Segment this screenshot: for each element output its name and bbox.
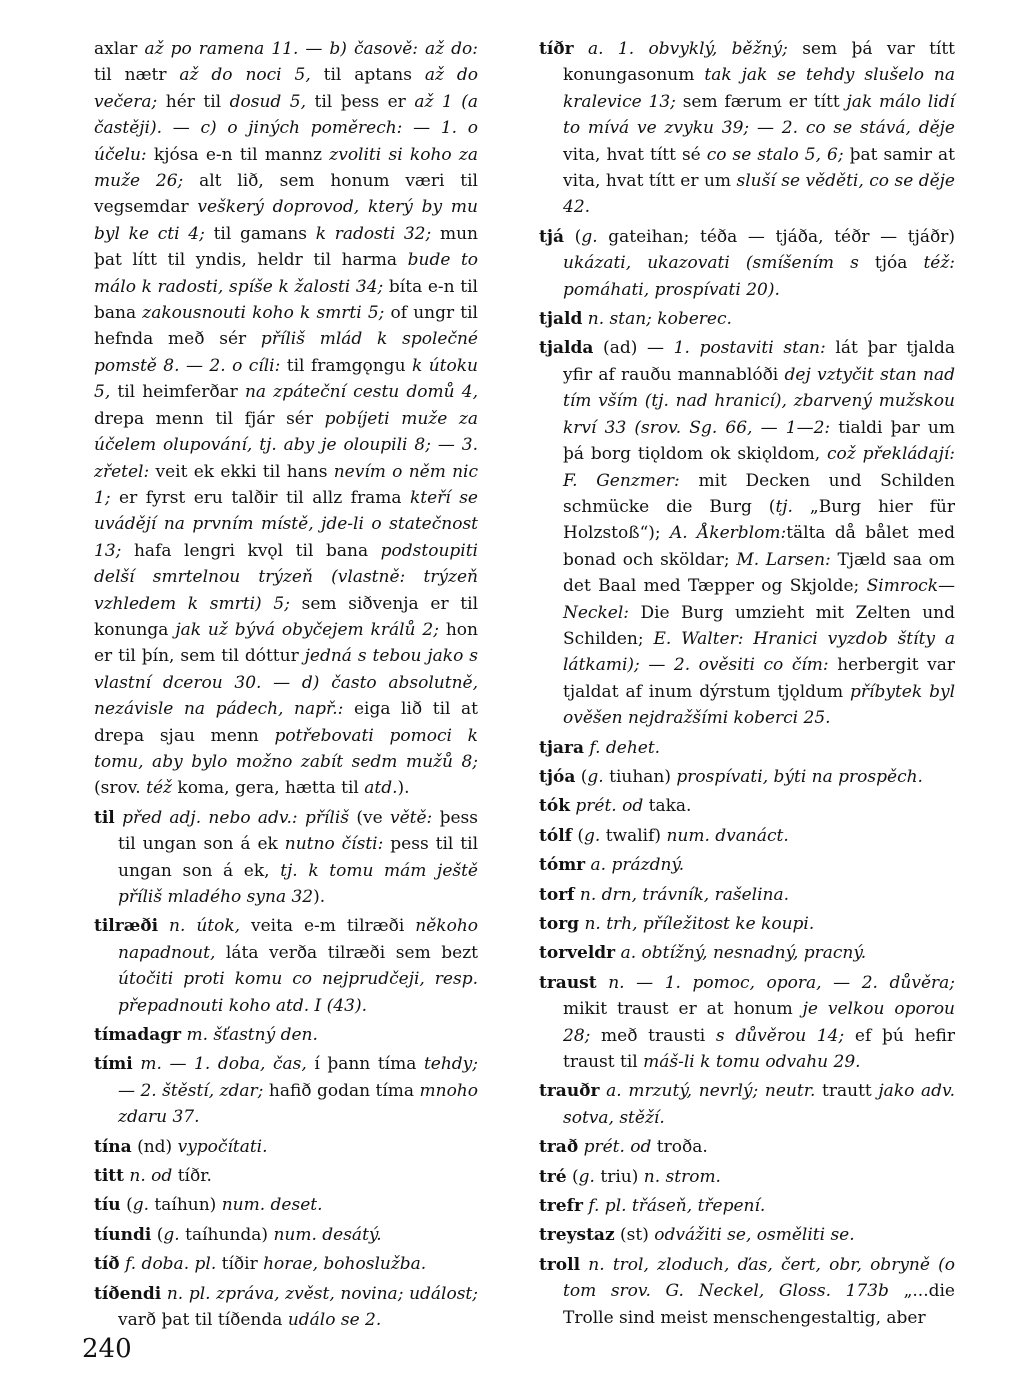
translation-text: bude to málo k radosti, spíše k žalosti 34; bbox=[94, 250, 479, 297]
dictionary-entry bbox=[539, 36, 955, 221]
translation-text: — 1. postaviti stan: bbox=[647, 338, 826, 359]
translation-text: num. dvanáct. bbox=[666, 825, 789, 846]
dictionary-entry bbox=[94, 1134, 478, 1160]
dictionary-entry bbox=[539, 735, 955, 761]
headword: tjald bbox=[539, 309, 583, 330]
headword: trað bbox=[539, 1137, 579, 1158]
entry-text: lát þar tjalda yfir af rauðu mannablóði bbox=[563, 338, 955, 385]
translation-text: k radosti 32; bbox=[315, 223, 432, 244]
entry-text: hon er til þín, sem til dóttur bbox=[94, 619, 478, 667]
translation-text: g. bbox=[578, 1166, 595, 1187]
entry-text: axlar bbox=[94, 39, 145, 59]
translation-text: kteří se uvádějí na prvním místě, jde-li o statečnost 13; bbox=[94, 487, 478, 561]
entry-text: ( bbox=[566, 1166, 579, 1187]
translation-text: n. trh, příležitost ke koupi. bbox=[584, 914, 815, 934]
entry-text: til framgǫngu bbox=[280, 355, 412, 376]
translation-text: vypočítati. bbox=[177, 1136, 268, 1157]
entry-text bbox=[574, 39, 588, 59]
translation-text: jedná s tebou jako s vlastní dcerou 30. — d) často absolutně, nezávisle na pádech, např.: bbox=[94, 646, 478, 720]
translation-text: m. šťastný den. bbox=[186, 1025, 318, 1046]
entry-text: varð þat til tíðenda bbox=[118, 1310, 288, 1331]
entry-text: með trausti bbox=[590, 1025, 716, 1046]
translation-text: až po ramena 11. — b) časově: až do: bbox=[144, 39, 478, 59]
entry-text: þat samir at vita, hvat títt er um bbox=[563, 144, 955, 192]
translation-text: až do noci 5, bbox=[179, 65, 311, 86]
dictionary-entry bbox=[94, 1222, 478, 1248]
entry-text: veit ek ekki til hans bbox=[149, 461, 334, 482]
entry-text: tialdi þar um þá borg tiǫldom ok skiǫldom, bbox=[563, 417, 955, 465]
headword: trauðr bbox=[539, 1081, 600, 1102]
translation-text: n. trol, zloduch, ďas, čert, obr, obryně (o tom srov. G. Neckel, Gloss. 173b bbox=[563, 1254, 955, 1302]
entry-text: triu) bbox=[594, 1166, 644, 1187]
dictionary-entry bbox=[539, 1252, 955, 1331]
translation-text: f. doba. pl. bbox=[125, 1254, 217, 1275]
headword: tími bbox=[94, 1054, 133, 1075]
entry-text: ( bbox=[571, 825, 585, 846]
translation-text: g. bbox=[584, 825, 601, 846]
entry-text: koma, gera, hætta til bbox=[171, 778, 365, 799]
headword: torveldr bbox=[539, 943, 616, 964]
entry-text: hér til bbox=[157, 91, 230, 112]
entry-text: hafið godan tíma bbox=[263, 1080, 420, 1101]
entry-text: til gamans bbox=[204, 223, 316, 244]
translation-text: nutno čísti: bbox=[284, 834, 384, 855]
translation-text: g. bbox=[132, 1195, 150, 1216]
page-number: 240 bbox=[82, 1334, 132, 1364]
translation-text: což překládají: F. Genzmer: bbox=[563, 444, 955, 491]
translation-text: větě: bbox=[389, 807, 433, 828]
entry-text: tíðr. bbox=[172, 1166, 212, 1187]
entry-text: ( bbox=[151, 1224, 164, 1245]
headword: tilræði bbox=[94, 916, 159, 937]
headword: tímadagr bbox=[94, 1025, 182, 1046]
headword: torg bbox=[539, 914, 580, 934]
translation-text: sluší se věděti, co se děje 42. bbox=[563, 171, 955, 218]
headword: tíundi bbox=[94, 1224, 152, 1245]
translation-text: a. obtížný, nesnadný, pracný. bbox=[620, 943, 867, 964]
translation-text: též bbox=[146, 778, 172, 799]
translation-text: prét. od bbox=[583, 1137, 652, 1158]
translation-text: podstoupiti delší smrtelnou trýzeň (vlastně: trýzeň vzhledem k smrti) 5; bbox=[94, 540, 478, 614]
dictionary-entry bbox=[539, 823, 955, 849]
entry-text: of ungr til hefnda með sér bbox=[94, 303, 478, 350]
entry-text: „...die Trolle sind meist menschengestaltig, aber bbox=[563, 1281, 955, 1328]
translation-text: co se stalo 5, 6; bbox=[706, 144, 844, 165]
translation-text: veškerý doprovod, který by mu byl ke cti 4; bbox=[94, 197, 479, 244]
translation-text: m. — 1. doba, čas, bbox=[140, 1054, 307, 1075]
entry-text: (st) bbox=[614, 1225, 655, 1246]
left-column bbox=[94, 36, 478, 1337]
right-column bbox=[539, 36, 955, 1334]
translation-text: tehdy; — 2. štěstí, zdar; bbox=[118, 1054, 479, 1101]
entry-text: kjósa e-n til mannz bbox=[146, 144, 330, 165]
entry-text: til heimferðar bbox=[110, 382, 245, 403]
translation-text: odvážiti se, osměliti se. bbox=[654, 1225, 855, 1246]
translation-text: Simrock—Neckel: bbox=[563, 576, 955, 623]
headword: tjóa bbox=[539, 766, 576, 787]
translation-text: jak už bývá obyčejem králů 2; bbox=[175, 619, 439, 640]
headword: tjara bbox=[539, 737, 584, 758]
translation-text: dej vztyčit stan nad tím vším (tj. nad hranicí), zbarvený mužskou krví 33 (srov. Sg. 66, — 1—2: bbox=[563, 364, 955, 438]
headword: troll bbox=[539, 1254, 581, 1275]
entry-text: hafa lengri kvǫl til bana bbox=[121, 540, 381, 561]
dictionary-entry bbox=[539, 852, 955, 878]
entry-text: til nætr bbox=[94, 65, 180, 86]
translation-text: g. bbox=[587, 766, 604, 787]
entry-text: bíta e-n til bana bbox=[94, 276, 478, 324]
headword: tíu bbox=[94, 1195, 121, 1216]
entry-text: „Burg hier für Holzstoß“); bbox=[563, 496, 955, 544]
translation-text: n. drn, trávník, rašelina. bbox=[579, 884, 789, 905]
translation-text: příbytek byl ověšen nejdražšími koberci 25. bbox=[563, 681, 956, 729]
translation-text: před adj. nebo adv.: příliš bbox=[122, 807, 350, 828]
entry-text: til aptans bbox=[310, 65, 425, 86]
headword: tíðr bbox=[539, 39, 574, 59]
dictionary-entry bbox=[94, 1051, 478, 1130]
translation-text: nevím o něm nic 1; bbox=[94, 461, 479, 508]
dictionary-entry bbox=[94, 36, 478, 802]
translation-text: mnoho zdaru 37. bbox=[118, 1080, 478, 1128]
headword: tjalda bbox=[539, 338, 594, 359]
dictionary-entry bbox=[539, 970, 955, 1076]
translation-text: n. stan; koberec. bbox=[587, 309, 732, 330]
translation-text: událo se 2. bbox=[287, 1310, 382, 1331]
entry-text: sem færum er títt bbox=[675, 91, 847, 112]
entry-text: tjóa bbox=[858, 253, 924, 274]
translation-text: tak jak se tehdy slušelo na kralevice 13; bbox=[563, 65, 955, 112]
dictionary-entry bbox=[539, 1222, 955, 1248]
translation-text: potřebovati pomoci k tomu, aby bylo možno zabít sedm mužů 8; bbox=[94, 725, 478, 772]
translation-text: num. desátý. bbox=[273, 1224, 382, 1245]
entry-text: til þess er bbox=[306, 91, 415, 112]
entry-text: (ad) bbox=[593, 338, 648, 359]
entry-text: mun þat lítt til yndis, heldr til harma bbox=[94, 223, 478, 271]
entry-text: veita e-m tilræði bbox=[240, 916, 416, 937]
entry-text: er fyrst eru talðir til allz frama bbox=[110, 487, 410, 508]
translation-text: na zpáteční cestu domů 4, bbox=[244, 382, 478, 403]
translation-text: a. prázdný. bbox=[590, 855, 685, 876]
translation-text: a. mrzutý, nevrlý; neutr. bbox=[606, 1081, 816, 1102]
entry-text bbox=[597, 973, 609, 993]
dictionary-entry bbox=[539, 882, 955, 908]
dictionary-entry bbox=[539, 764, 955, 790]
entry-text: tíðir bbox=[216, 1254, 264, 1275]
entry-text: mikit traust er at honum bbox=[563, 999, 803, 1020]
dictionary-entry bbox=[94, 805, 478, 911]
entry-text: mit Decken und Schilden schmücke die Burg ( bbox=[563, 470, 955, 517]
entry-text: troða. bbox=[651, 1137, 708, 1158]
headword: tíð bbox=[94, 1254, 120, 1275]
translation-text: n. — 1. pomoc, opora, — 2. důvěra; bbox=[608, 972, 955, 993]
translation-text: zakousnouti koho k smrti 5; bbox=[142, 303, 385, 324]
translation-text: f. dehet. bbox=[589, 737, 661, 758]
translation-text: tj. k tomu mám ještě příliš mladého syna 32 bbox=[118, 860, 478, 907]
translation-text: útočiti proti komu co nejprudčeji, resp. přepadnouti koho atd. I (43). bbox=[118, 969, 478, 1016]
entry-text: eiga lið til at drepa sjau menn bbox=[94, 699, 478, 746]
translation-text: až 1 (a častěji). — c) o jiných poměrech: — 1. o účelu: bbox=[94, 91, 479, 165]
translation-text: prospívati, býti na prospěch. bbox=[676, 766, 923, 787]
entry-text: tälta då bålet med bonad och sköldar; bbox=[563, 523, 955, 570]
dictionary-entry bbox=[539, 793, 955, 819]
entry-text: herbergit var tjaldat af inum dýrstum tjǫldum bbox=[563, 655, 956, 702]
translation-text: n. útok, bbox=[169, 916, 241, 937]
entry-text: ef þú hefir traust til bbox=[563, 1025, 955, 1073]
entry-text: twalif) bbox=[600, 825, 667, 846]
translation-text: horae, bohoslužba. bbox=[263, 1254, 427, 1275]
entry-text: Die Burg umzieht mit Zelten und Schilden; bbox=[563, 602, 955, 649]
headword: tólf bbox=[539, 825, 572, 846]
entry-text: ( bbox=[575, 766, 588, 787]
headword: traust bbox=[539, 972, 597, 993]
headword: tómr bbox=[539, 855, 586, 876]
dictionary-entry bbox=[94, 1281, 478, 1334]
entry-text: Tjæld saa om det Baal med Tæpper og Skjolde; bbox=[563, 549, 955, 597]
entry-text: (srov. bbox=[94, 778, 147, 799]
entry-text: alt lið, sem honum væri til vegsemdar bbox=[94, 171, 478, 218]
translation-text: n. strom. bbox=[643, 1166, 721, 1187]
entry-text: þess til ungan son á ek bbox=[118, 807, 479, 855]
translation-text: s důvěrou 14; bbox=[715, 1025, 845, 1046]
dictionary-entry bbox=[94, 1251, 478, 1277]
translation-text: příliš mlád k společné pomstě 8. — 2. o cíli: bbox=[94, 329, 478, 376]
translation-text: k útoku 5, bbox=[94, 355, 478, 403]
translation-text: num. deset. bbox=[221, 1195, 323, 1216]
translation-text: A. Åkerblom: bbox=[670, 523, 787, 544]
translation-text: a. 1. obvyklý, běžný; bbox=[587, 39, 788, 59]
entry-text: ). bbox=[397, 778, 410, 799]
translation-text: g. bbox=[163, 1224, 180, 1245]
translation-text: též: pomáhati, prospívati 20). bbox=[563, 253, 956, 300]
headword: tína bbox=[94, 1136, 132, 1157]
entry-text: (ve bbox=[349, 807, 390, 828]
entry-text: í þann tíma bbox=[306, 1054, 424, 1075]
headword: til bbox=[94, 807, 115, 828]
headword: trefr bbox=[539, 1196, 583, 1217]
dictionary-entry bbox=[539, 911, 955, 937]
translation-text: dosud 5, bbox=[229, 91, 307, 112]
entry-text: ). bbox=[313, 887, 326, 907]
dictionary-entry bbox=[94, 1022, 478, 1048]
translation-text: tj. bbox=[775, 496, 793, 517]
headword: treystaz bbox=[539, 1225, 615, 1246]
entry-text: sem siðvenja er til konunga bbox=[94, 593, 479, 640]
translation-text: M. Larsen: bbox=[736, 549, 831, 570]
translation-text: f. pl. třáseň, třepení. bbox=[588, 1196, 766, 1217]
dictionary-entry bbox=[539, 1193, 955, 1219]
dictionary-entry bbox=[539, 1134, 955, 1160]
entry-text: vita, hvat títt sé bbox=[563, 144, 707, 165]
dictionary-entry bbox=[539, 224, 955, 303]
headword: tíðendi bbox=[94, 1283, 162, 1304]
entry-text: sem þá var títt konungasonum bbox=[563, 39, 955, 86]
translation-text: ukázati, ukazovati (smíšením s bbox=[563, 253, 859, 274]
headword: tjá bbox=[539, 226, 565, 247]
translation-text: n. pl. zpráva, zvěst, novina; událost; bbox=[166, 1283, 478, 1304]
dictionary-entry bbox=[94, 1192, 478, 1218]
entry-text: tiuhan) bbox=[603, 766, 677, 787]
headword: tré bbox=[539, 1166, 567, 1187]
translation-text: g. bbox=[581, 226, 598, 247]
entry-text: ( bbox=[120, 1195, 133, 1216]
headword: titt bbox=[94, 1166, 125, 1187]
translation-text: E. Walter: Hranici vyzdob štíty a látkami); — 2. ověsiti co čím: bbox=[563, 628, 955, 676]
translation-text: jako adv. sotva, stěží. bbox=[563, 1081, 956, 1128]
headword: torf bbox=[539, 884, 575, 905]
entry-text: pess til til ungan son á ek, bbox=[118, 834, 479, 881]
entry-text: drepa menn til fjár sér bbox=[94, 408, 325, 429]
entry-text: taíhun) bbox=[149, 1195, 222, 1216]
translation-text: prét. od bbox=[575, 796, 644, 817]
dictionary-entry bbox=[94, 1163, 478, 1189]
entry-text: ( bbox=[564, 226, 582, 247]
translation-text: někoho napadnout, bbox=[118, 916, 479, 963]
entry-text: taíhunda) bbox=[179, 1224, 274, 1245]
translation-text: jak málo lidí to mívá ve zvyku 39; — 2. co se stává, děje bbox=[563, 91, 955, 139]
entry-text: gateihan; téða — tjáða, téðr — tjáðr) bbox=[597, 226, 955, 247]
translation-text: zvoliti si koho za muže 26; bbox=[94, 144, 478, 192]
dictionary-entry bbox=[539, 940, 955, 966]
translation-text: n. od bbox=[129, 1166, 173, 1187]
entry-text: taka. bbox=[643, 796, 692, 817]
dictionary-entry bbox=[539, 1164, 955, 1190]
dictionary-entry bbox=[94, 913, 478, 1019]
translation-text: až do večera; bbox=[94, 65, 478, 112]
translation-text: atd. bbox=[364, 778, 398, 799]
entry-text: (nd) bbox=[131, 1136, 178, 1157]
translation-text: pobíjeti muže za účelem olupování, tj. aby je oloupili 8; — 3. zřetel: bbox=[94, 408, 478, 482]
dictionary-entry bbox=[539, 306, 955, 332]
entry-text: láta verða tilræði sem bezt bbox=[215, 942, 478, 963]
translation-text: máš-li k tomu odvahu 29. bbox=[643, 1052, 861, 1073]
entry-text bbox=[158, 916, 169, 936]
entry-text: trautt bbox=[815, 1081, 879, 1102]
headword: tók bbox=[539, 796, 570, 817]
dictionary-entry bbox=[539, 1078, 955, 1131]
dictionary-entry bbox=[539, 335, 955, 731]
translation-text: je velkou oporou 28; bbox=[563, 999, 955, 1046]
